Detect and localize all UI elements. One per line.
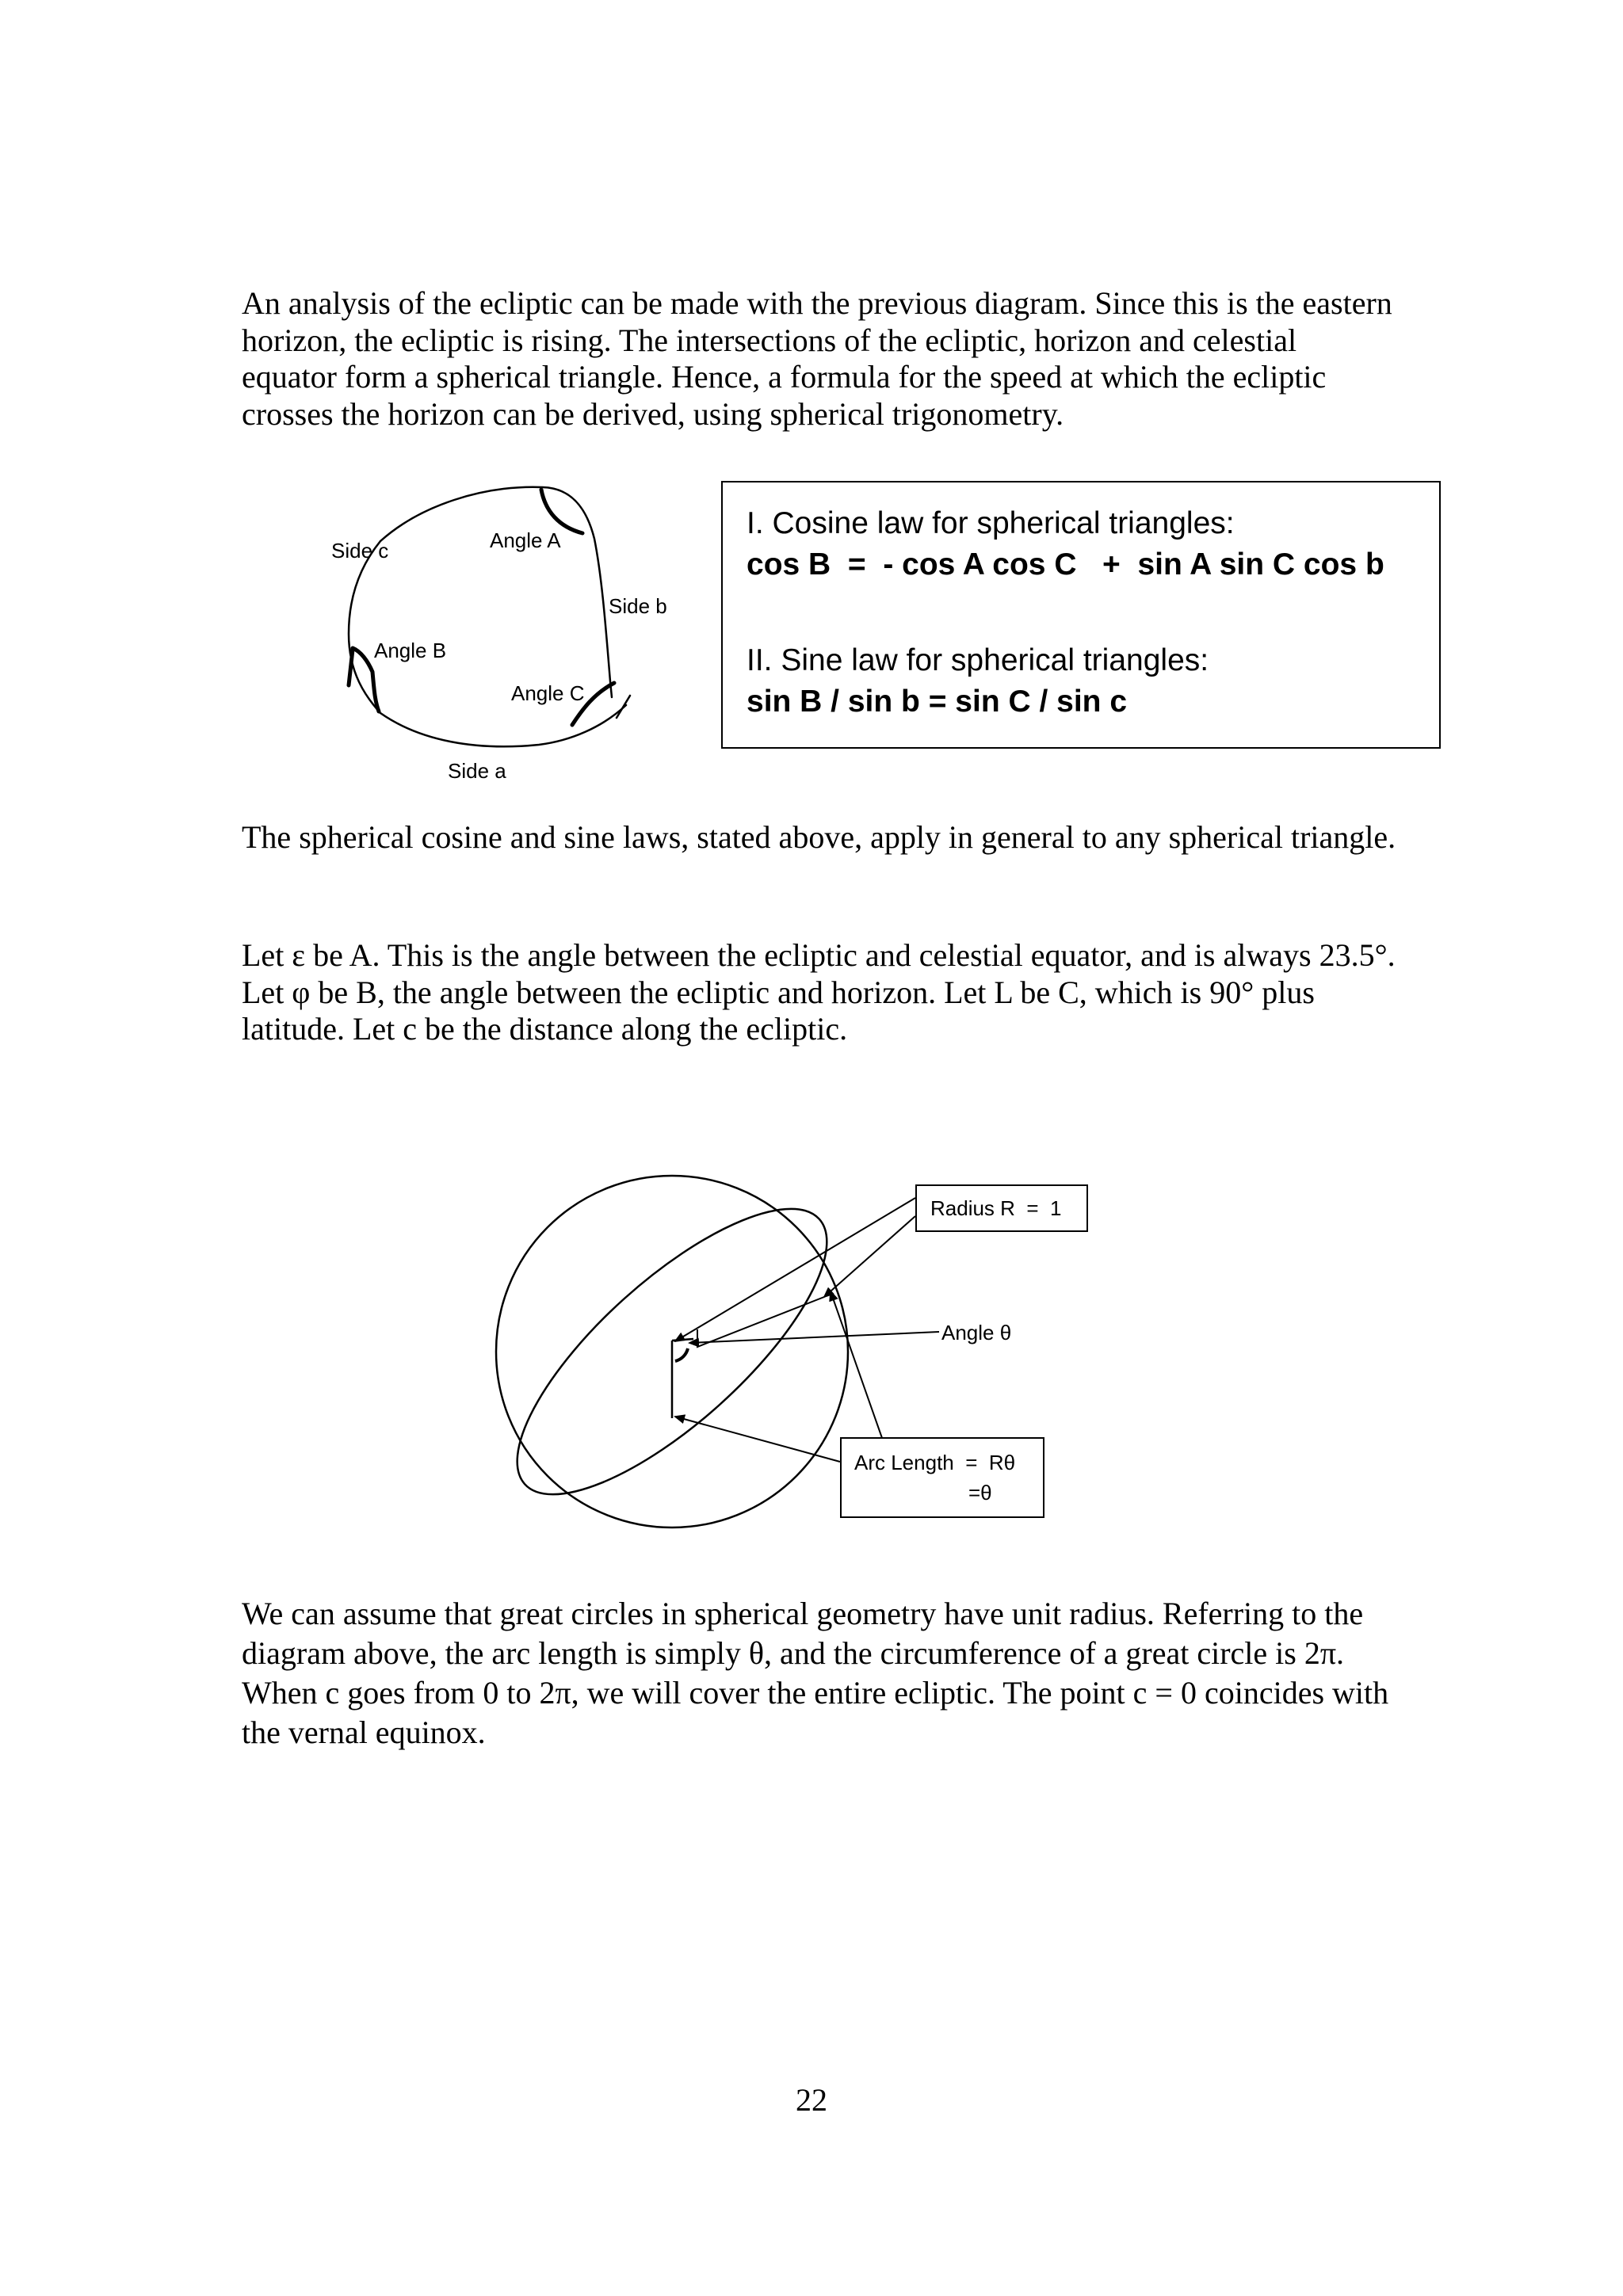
arc-leader-1 [831,1291,882,1438]
intro-paragraph: An analysis of the ecliptic can be made with the previous diagram. Since this is the eastern horizon, the ecliptic is rising. The intersections of the ecliptic, horizon and celestial equator form a spherical triangle. Hence, a formula for the speed at which the ecliptic crosses the horizon can be derived, using spherical trigonometry. [242,285,1392,432]
arc-leader-2 [675,1417,840,1462]
angle-a-mark [541,490,582,533]
side-c-label: Side c [331,539,389,563]
radius-leader-2 [824,1216,915,1297]
side-b-label: Side b [609,594,667,618]
conclusion-paragraph: We can assume that great circles in spherical geometry have unit radius. Referring to the diagram above, the arc length is simply θ, and the circumference of a great circle is 2π. When c goes from 0 to 2π, we will cover the entire ecliptic. The point c = 0 coincides with the vernal equinox. [242,1596,1389,1750]
angle-c-label: Angle C [511,681,585,705]
side-c-and-b-arcs [380,487,612,697]
page-number: 22 [796,2082,827,2118]
definitions-paragraph: Let ε be A. This is the angle between the ecliptic and celestial equator, and is always 23.5°. Let φ be B, the angle between the ecliptic and horizon. Let L be C, which is 90° plus latitude. Let c be the distance along the ecliptic. [242,937,1396,1047]
side-a-label: Side a [448,759,506,783]
laws-note-paragraph: The spherical cosine and sine laws, stated above, apply in general to any spherical triangle. [242,819,1396,855]
cosine-law-title: I. Cosine law for spherical triangles: [747,506,1235,540]
angle-a-label: Angle A [490,528,561,552]
cosine-law-formula: cos B = - cos A cos C + sin A sin C cos b [747,547,1384,582]
arc-length-label: Arc Length = Rθ [854,1451,1016,1474]
angle-leader [689,1332,939,1343]
radius-label-box [915,1184,1088,1232]
angle-b-label: Angle B [374,639,447,662]
radius-label: Radius R = 1 [930,1196,1062,1220]
spherical-triangle [349,487,630,747]
great-circle-diagram [477,1166,867,1537]
arc-length-box [840,1437,1044,1518]
arc-length-theta: =θ [968,1481,992,1505]
sine-law-formula: sin B / sin b = sin C / sin c [747,685,1128,719]
sine-law-title: II. Sine law for spherical triangles: [747,643,1209,677]
angle-theta-label: Angle θ [941,1321,1012,1344]
spherical-laws-box [721,481,1441,749]
